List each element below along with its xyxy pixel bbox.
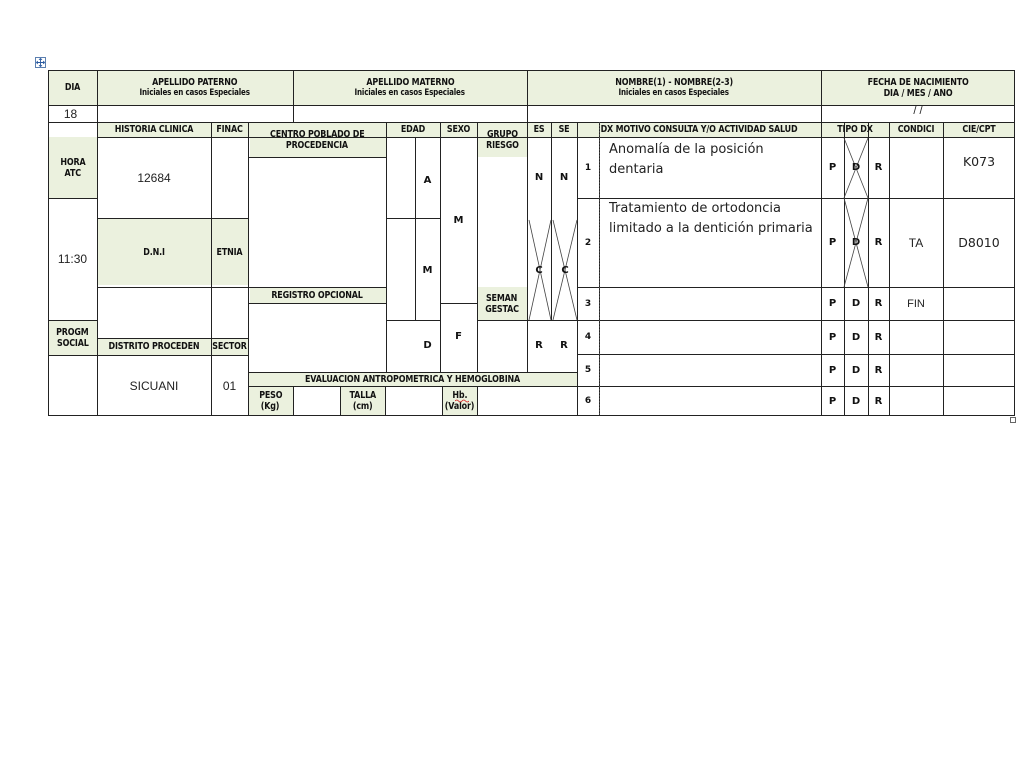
fecha-slashes[interactable]: / / <box>913 105 923 117</box>
dia-value[interactable]: 18 <box>63 107 78 121</box>
cie-code[interactable] <box>943 354 1015 386</box>
tipo-dx-header: TIPO DX <box>837 124 873 135</box>
es-c[interactable]: C <box>535 264 543 276</box>
apellido-paterno-sub: Iniciales en casos Especiales <box>139 87 251 98</box>
distrito-proceden-label: DISTRITO PROCEDEN <box>108 341 200 352</box>
condicion-value[interactable] <box>889 137 943 198</box>
se-c[interactable]: C <box>561 264 569 276</box>
seman-line-2: GESTAC <box>485 303 519 315</box>
grupo-line-1: GRUPO <box>486 128 518 140</box>
nombre-header <box>527 70 821 105</box>
apellido-paterno-title: APELLIDO PATERNO <box>152 76 238 88</box>
sexo-m[interactable]: M <box>453 214 464 226</box>
progm-social-label <box>48 320 97 355</box>
sector-label: SECTOR <box>212 341 247 352</box>
nombre-sub: Iniciales en casos Especiales <box>618 87 730 98</box>
dx-row-number: 4 <box>584 332 592 342</box>
peso-line-2: (Kg) <box>261 401 280 412</box>
fecha-nacimiento-header <box>821 70 1015 105</box>
registro-opcional-label: REGISTRO OPCIONAL <box>271 289 363 301</box>
progm-line-1: PROGM <box>56 326 89 338</box>
fecha-title: FECHA DE NACIMIENTO <box>867 76 969 88</box>
dx-text[interactable]: Anomalía de la posición dentaria <box>609 142 764 177</box>
condicion-value[interactable] <box>889 320 943 354</box>
apellido-paterno-header <box>97 70 293 105</box>
table-move-handle[interactable] <box>35 57 46 68</box>
dx-row-number: 1 <box>584 162 592 173</box>
seman-gestac-label <box>477 287 527 320</box>
etnia-label: ETNIA <box>216 247 243 258</box>
tipo-p[interactable]: P <box>828 395 837 407</box>
spellcheck-underline <box>455 399 469 403</box>
nombre-title: NOMBRE(1) - NOMBRE(2-3) <box>615 76 733 88</box>
peso-line-1: PESO <box>258 390 283 401</box>
tipo-p[interactable]: P <box>828 298 837 309</box>
tipo-p[interactable]: P <box>828 237 837 248</box>
peso-label <box>248 386 293 416</box>
centro-line-1: CENTRO POBLADO DE <box>269 128 365 140</box>
dx-row-number: 5 <box>584 365 592 375</box>
es-header: ES <box>533 124 545 135</box>
dia-header: DIA <box>64 82 81 93</box>
tipo-d[interactable]: D <box>851 395 861 407</box>
grupo-riesgo-header <box>477 122 527 157</box>
apellido-materno-sub: Iniciales en casos Especiales <box>354 87 466 98</box>
condici-header: CONDICI <box>897 124 935 135</box>
hb-line-1: Hb. <box>452 390 467 401</box>
tipo-d[interactable]: D <box>851 298 861 309</box>
tipo-p[interactable]: P <box>828 331 837 343</box>
dx-row-number: 3 <box>584 298 592 309</box>
apellido-materno-header <box>293 70 527 105</box>
condicion-value[interactable] <box>889 386 943 416</box>
cie-cpt-header: CIE/CPT <box>962 124 996 135</box>
condicion-value[interactable]: TA <box>908 235 924 250</box>
dx-row-number: 6 <box>584 396 592 406</box>
tipo-p[interactable]: P <box>828 162 837 173</box>
centro-poblado-header <box>248 122 386 157</box>
dx-header: DX MOTIVO CONSULTA Y/O ACTIVIDAD SALUD <box>600 124 798 135</box>
tipo-d[interactable]: D <box>851 331 861 343</box>
tipo-d[interactable]: D <box>851 162 861 173</box>
sexo-f[interactable]: F <box>455 330 462 342</box>
tipo-d[interactable]: D <box>851 364 861 376</box>
tipo-r[interactable]: R <box>874 162 883 173</box>
es-n[interactable]: N <box>534 172 544 183</box>
cie-code[interactable]: D8010 <box>958 235 1000 250</box>
dx-text[interactable]: Tratamiento de ortodoncia limitado a la dentición primaria <box>609 201 813 236</box>
talla-line-1: TALLA <box>349 390 376 401</box>
dx-text[interactable] <box>609 386 814 416</box>
tipo-r[interactable]: R <box>874 364 883 376</box>
es-r[interactable]: R <box>535 339 543 351</box>
attention-form-table <box>48 70 1015 416</box>
condicion-value[interactable] <box>889 354 943 386</box>
edad-header: EDAD <box>400 124 426 135</box>
progm-line-2: SOCIAL <box>56 337 89 349</box>
dx-row-number: 2 <box>584 237 592 248</box>
talla-label <box>340 386 385 416</box>
tipo-p[interactable]: P <box>828 364 837 376</box>
finac-header: FINAC <box>216 124 243 135</box>
tipo-d[interactable]: D <box>851 237 861 248</box>
se-header: SE <box>558 124 570 135</box>
grupo-line-2: RIESGO <box>485 139 519 151</box>
centro-line-2: PROCEDENCIA <box>285 139 349 151</box>
cie-code[interactable] <box>943 287 1015 320</box>
tipo-r[interactable]: R <box>874 395 883 407</box>
dx-text[interactable] <box>609 320 814 354</box>
historia-clinica-header: HISTORIA CLINICA <box>114 124 194 135</box>
dx-text[interactable] <box>609 287 814 320</box>
edad-a[interactable]: A <box>423 174 432 186</box>
fecha-sub: DIA / MES / AÑO <box>883 87 953 99</box>
cie-code[interactable]: K073 <box>962 153 996 169</box>
tipo-r[interactable]: R <box>874 298 883 309</box>
se-r[interactable]: R <box>560 339 568 351</box>
hb-line-2: (Valor) <box>444 401 475 412</box>
se-n[interactable]: N <box>559 172 569 183</box>
table-resize-handle[interactable] <box>1010 417 1016 423</box>
apellido-materno-title: APELLIDO MATERNO <box>365 76 455 88</box>
dx-text[interactable] <box>609 354 814 386</box>
sector-value[interactable]: 01 <box>222 378 237 393</box>
sexo-header: SEXO <box>446 124 471 135</box>
cie-code[interactable] <box>943 386 1015 416</box>
hora-value[interactable]: 11:30 <box>57 252 88 266</box>
hora-atc-label <box>48 137 97 198</box>
edad-d[interactable]: D <box>423 339 432 351</box>
distrito-value[interactable]: SICUANI <box>129 378 179 393</box>
seman-line-1: SEMAN <box>486 292 518 304</box>
condicion-value[interactable]: FIN <box>907 297 925 310</box>
hora-line-2: ATC <box>64 167 81 179</box>
hora-line-1: HORA <box>59 156 86 168</box>
edad-m[interactable]: M <box>422 264 433 276</box>
historia-clinica-value[interactable]: 12684 <box>137 170 171 185</box>
dni-label: D.N.I <box>143 247 165 258</box>
talla-line-2: (cm) <box>352 401 373 412</box>
tipo-r[interactable]: R <box>874 331 883 343</box>
evaluacion-header: EVALUACION ANTROPOMETRICA Y HEMOGLOBINA <box>304 373 521 385</box>
tipo-r[interactable]: R <box>874 237 883 248</box>
cie-code[interactable] <box>943 320 1015 354</box>
